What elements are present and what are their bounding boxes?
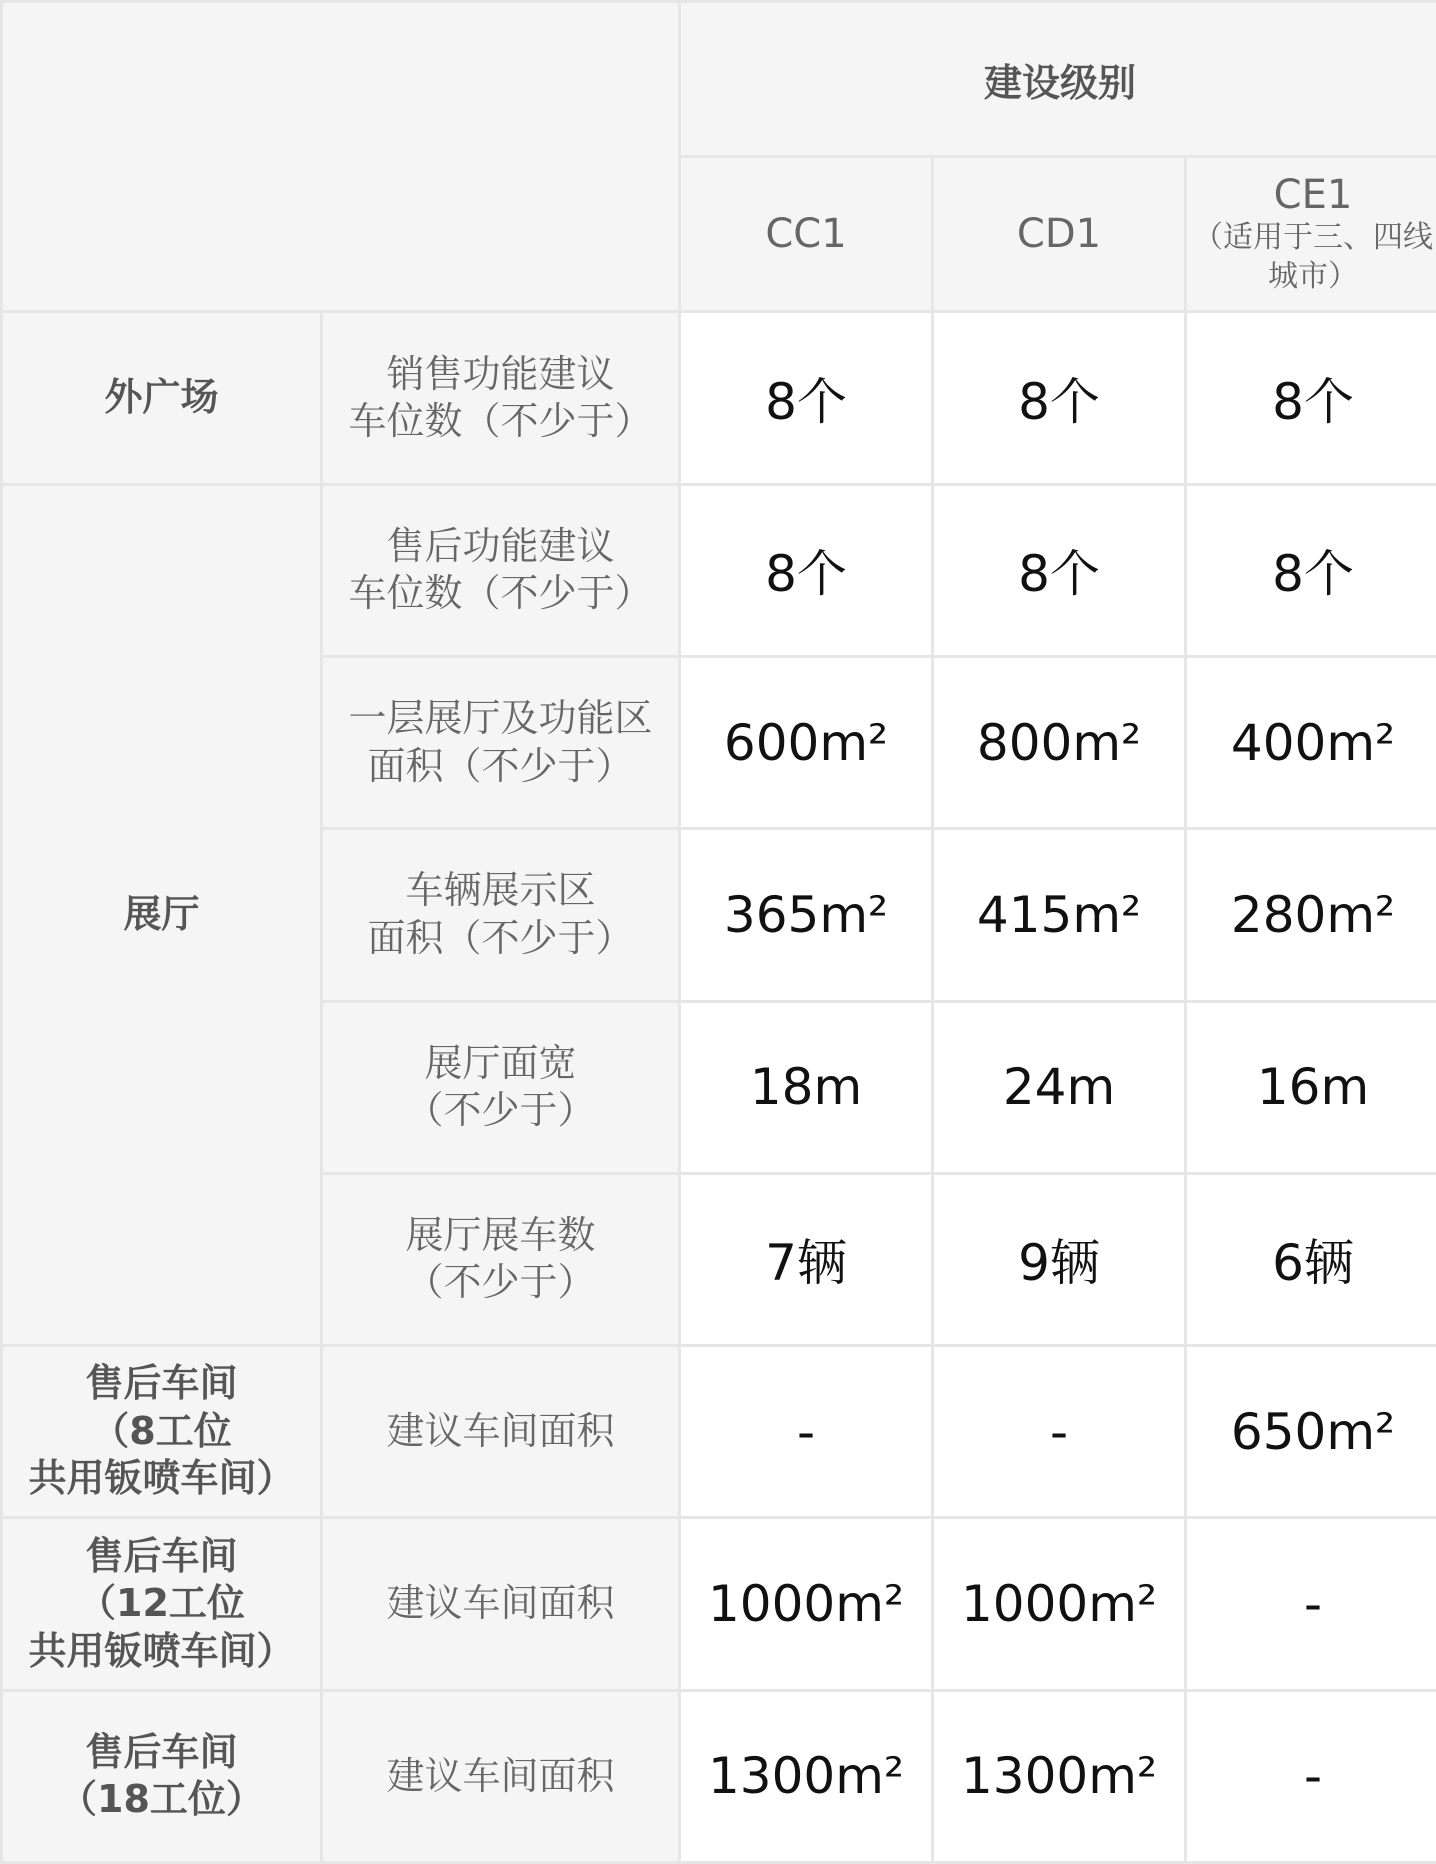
value-cell: 1300m² (681, 1692, 931, 1861)
value-cell: 16m (1187, 1003, 1436, 1172)
group-label-workshop-8 (3, 1347, 320, 1516)
value-cell: 800m² (934, 658, 1184, 827)
table-row (3, 1692, 1436, 1861)
value-cell: 7辆 (681, 1175, 931, 1344)
value-cell: 8个 (681, 313, 931, 482)
corner-cell (3, 3, 678, 310)
metric-line: （不少于） (405, 1088, 596, 1133)
level-header-cc1: CC1 (681, 158, 931, 310)
metric-label: 建议车间面积 (323, 1347, 678, 1516)
metric-line: 车位数（不少于） (348, 399, 653, 444)
metric-line: 面积（不少于） (367, 915, 634, 960)
metric-label (323, 1003, 678, 1172)
group-label-outdoor-plaza: 外广场 (3, 313, 320, 482)
group-line: （18工位） (59, 1777, 264, 1822)
metric-line: 销售功能建议 (386, 351, 615, 396)
value-cell: 1000m² (934, 1519, 1184, 1688)
value-cell: 8个 (1187, 313, 1436, 482)
metric-line: 车位数（不少于） (348, 571, 653, 616)
value-cell: 8个 (681, 486, 931, 655)
value-cell: 18m (681, 1003, 931, 1172)
metric-label (323, 658, 678, 827)
level-header-ce1 (1187, 158, 1436, 310)
metric-label (323, 830, 678, 999)
value-cell: 365m² (681, 830, 931, 999)
group-label-workshop-12 (3, 1519, 320, 1688)
metric-label (323, 313, 678, 482)
metric-line: 售后功能建议 (386, 523, 615, 568)
value-cell: 1000m² (681, 1519, 931, 1688)
value-cell: - (1187, 1692, 1436, 1861)
value-cell: 9辆 (934, 1175, 1184, 1344)
value-cell: 650m² (1187, 1347, 1436, 1516)
metric-line: （不少于） (405, 1260, 596, 1305)
metric-label: 建议车间面积 (323, 1692, 678, 1861)
value-cell: 24m (934, 1003, 1184, 1172)
metric-label (323, 1175, 678, 1344)
value-cell: 6辆 (1187, 1175, 1436, 1344)
metric-line: 车辆展示区 (405, 868, 596, 913)
metric-line: 面积（不少于） (367, 743, 634, 788)
group-label-showroom: 展厅 (3, 486, 320, 1344)
value-cell: 600m² (681, 658, 931, 827)
metric-label: 建议车间面积 (323, 1519, 678, 1688)
header-title: 建设级别 (681, 3, 1436, 155)
value-cell: - (934, 1347, 1184, 1516)
group-line: 售后车间 (85, 1361, 238, 1406)
metric-line: 展厅展车数 (405, 1212, 596, 1257)
level-note-line: 城市） (1268, 259, 1358, 295)
table-row (3, 1347, 1436, 1516)
value-cell: 8个 (934, 313, 1184, 482)
group-line: （8工位 (91, 1408, 232, 1453)
level-note-line: （适用于三、四线 (1193, 220, 1433, 256)
value-cell: 280m² (1187, 830, 1436, 999)
group-line: 共用钣喷车间） (28, 1628, 295, 1673)
group-line: 售后车间 (85, 1533, 238, 1578)
value-cell: - (1187, 1519, 1436, 1688)
value-cell: 1300m² (934, 1692, 1184, 1861)
level-header-cd1: CD1 (934, 158, 1184, 310)
value-cell: 8个 (934, 486, 1184, 655)
value-cell: 400m² (1187, 658, 1436, 827)
group-line: 售后车间 (85, 1729, 238, 1774)
level-name: CE1 (1273, 172, 1353, 219)
group-line: （12工位 (78, 1581, 245, 1626)
group-label-workshop-18 (3, 1692, 320, 1861)
value-cell: 8个 (1187, 486, 1436, 655)
metric-line: 一层展厅及功能区 (348, 696, 653, 741)
table-row (3, 1519, 1436, 1688)
metric-label (323, 486, 678, 655)
metric-line: 展厅面宽 (424, 1040, 577, 1085)
value-cell: 415m² (934, 830, 1184, 999)
table-row (3, 486, 1436, 655)
group-line: 共用钣喷车间） (28, 1456, 295, 1501)
table-row (3, 313, 1436, 482)
value-cell: - (681, 1347, 931, 1516)
